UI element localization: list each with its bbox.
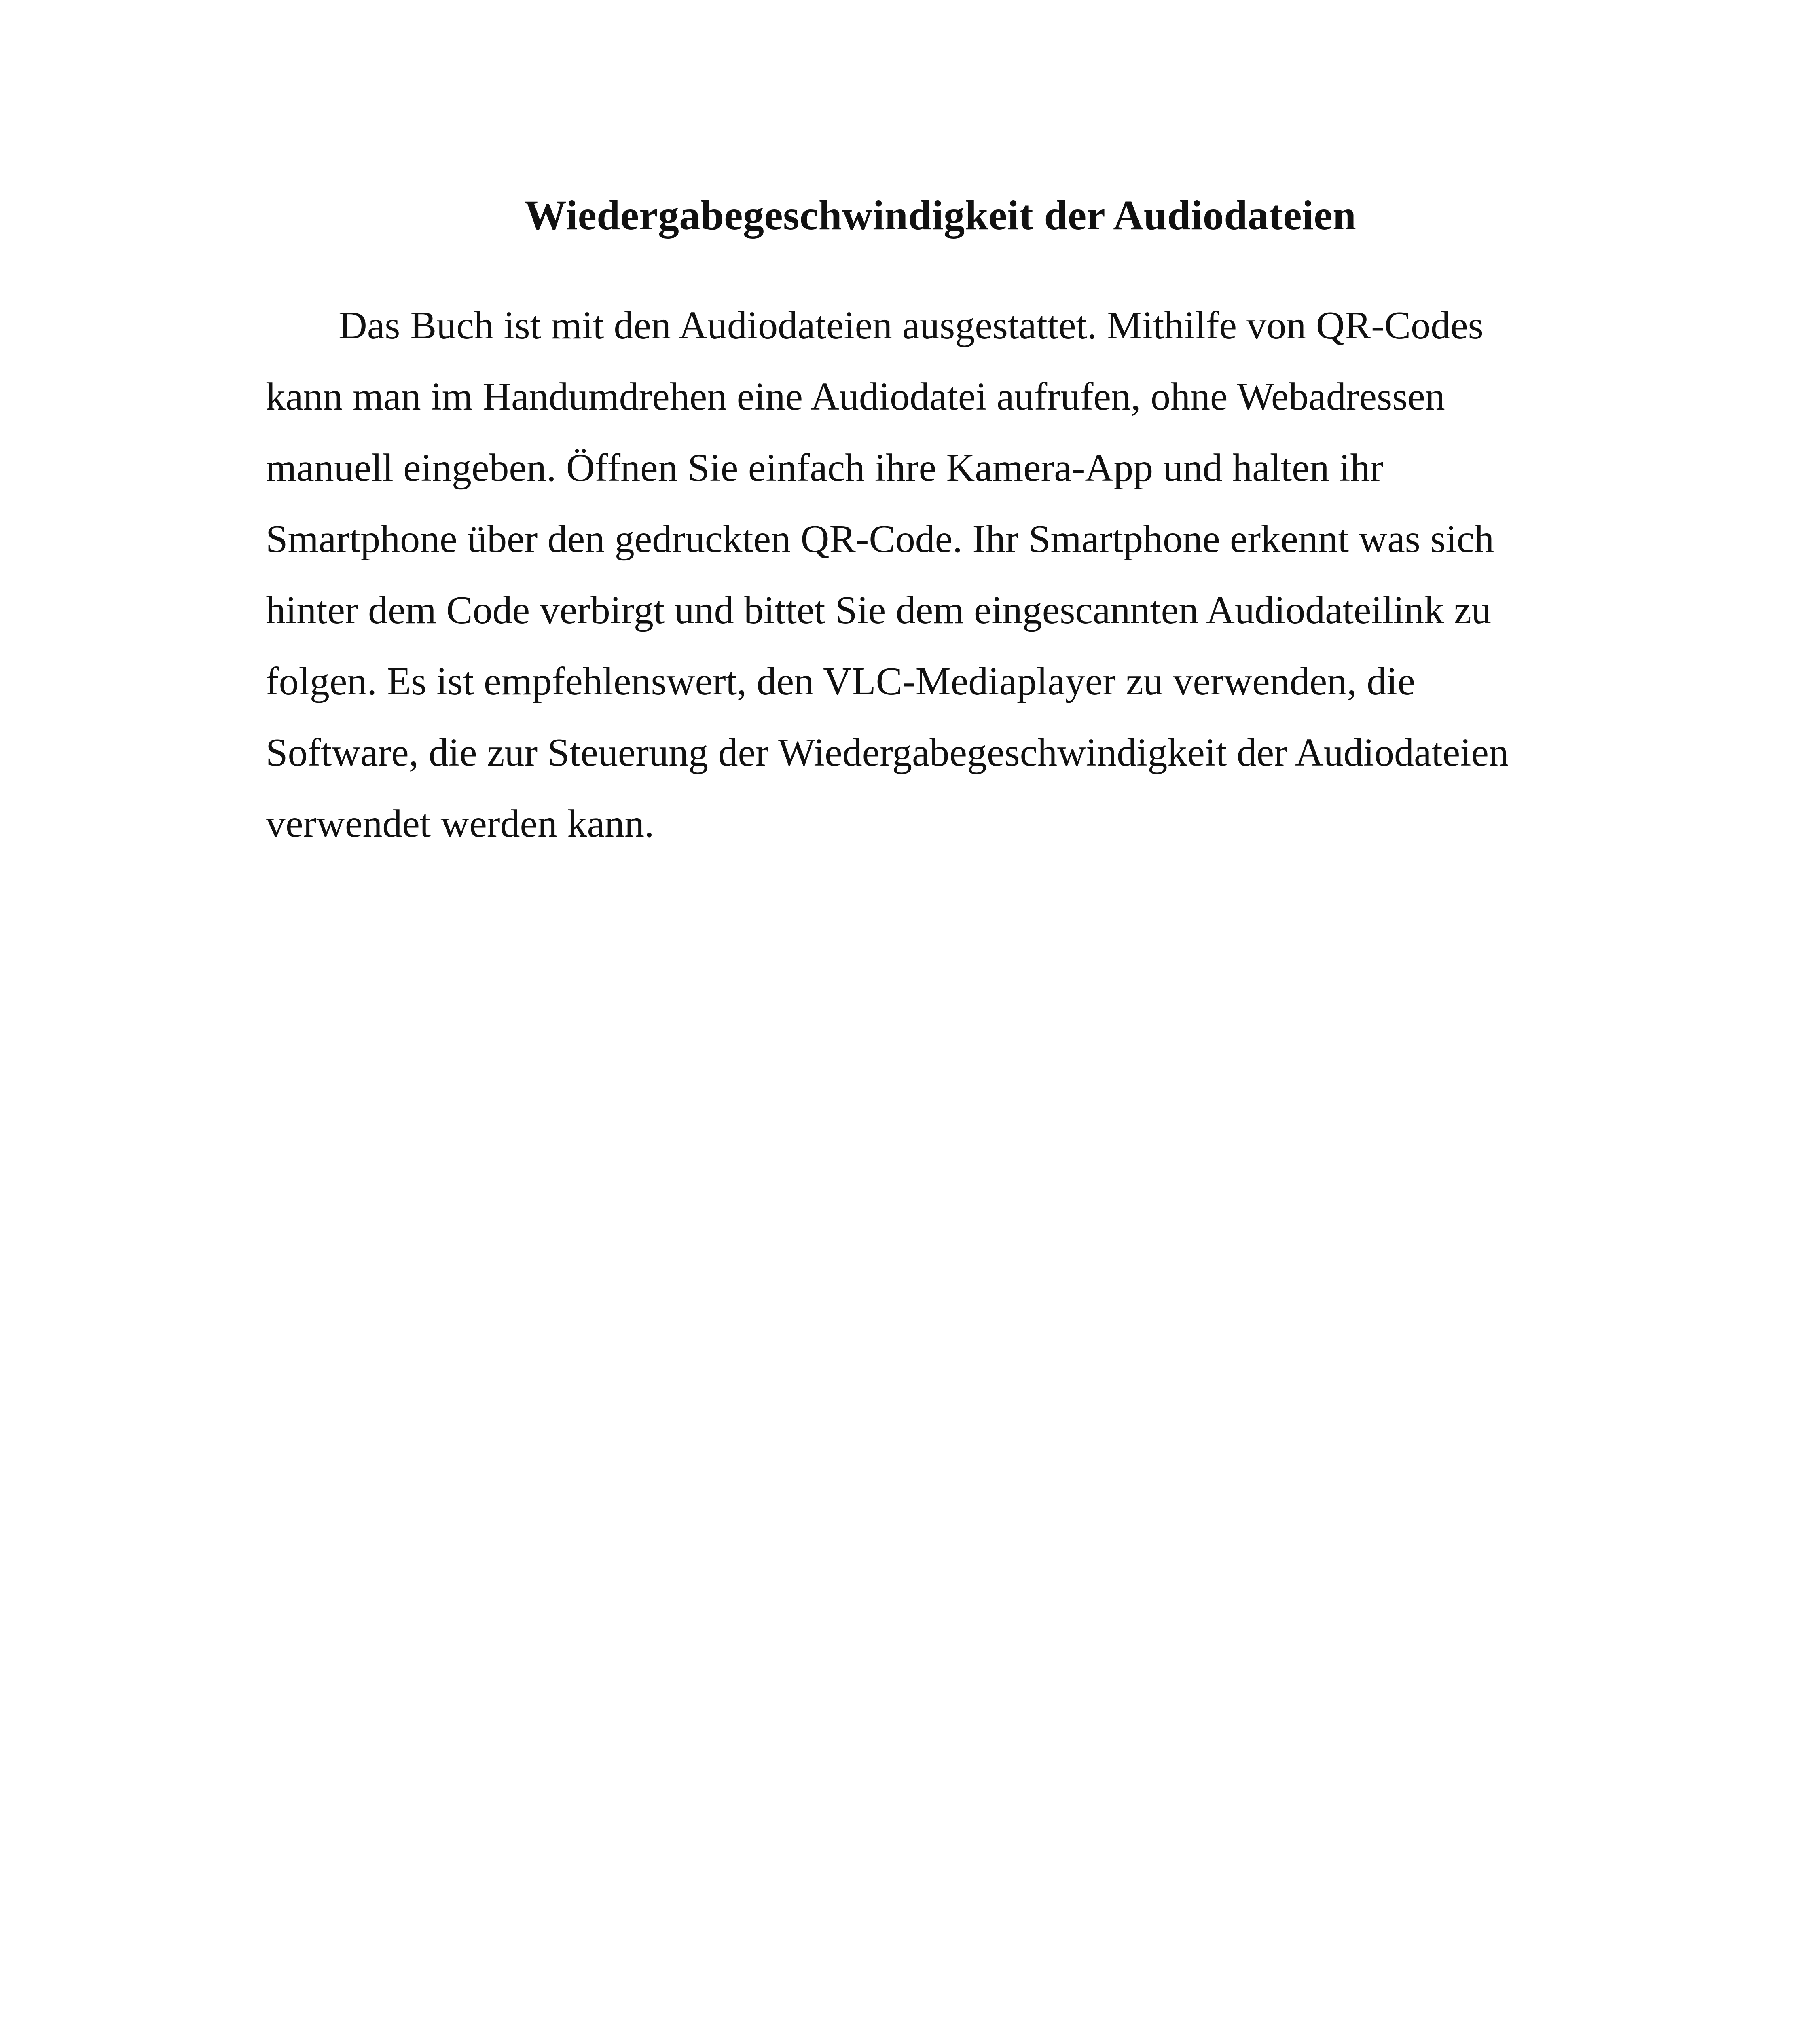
paragraph-line-8: verwendet werden kann.	[266, 802, 654, 846]
paragraph-line-6: folgen. Es ist empfehlenswert, den VLC-Mediaplayer zu verwenden, die	[266, 660, 1415, 703]
paragraph-line-1: Das Buch ist mit den Audiodateien ausgestattet. Mithilfe von QR-Codes	[339, 304, 1484, 347]
paragraph-line-2: kann man im Handumdrehen eine Audiodatei aufrufen, ohne Webadressen	[266, 375, 1445, 419]
body-paragraph	[266, 290, 1625, 859]
paragraph-line-4: Smartphone über den gedruckten QR-Code. Ihr Smartphone erkennt was sich	[266, 517, 1494, 561]
page-heading: Wiedergabegeschwindigkeit der Audiodateien	[524, 192, 1357, 239]
paragraph-line-5: hinter dem Code verbirgt und bittet Sie dem eingescannten Audiodateilink zu	[266, 588, 1492, 632]
paragraph-line-3: manuell eingeben. Öffnen Sie einfach ihre Kamera-App und halten ihr	[266, 446, 1383, 490]
paragraph-line-7: Software, die zur Steuerung der Wiedergabegeschwindigkeit der Audiodateien	[266, 731, 1509, 774]
